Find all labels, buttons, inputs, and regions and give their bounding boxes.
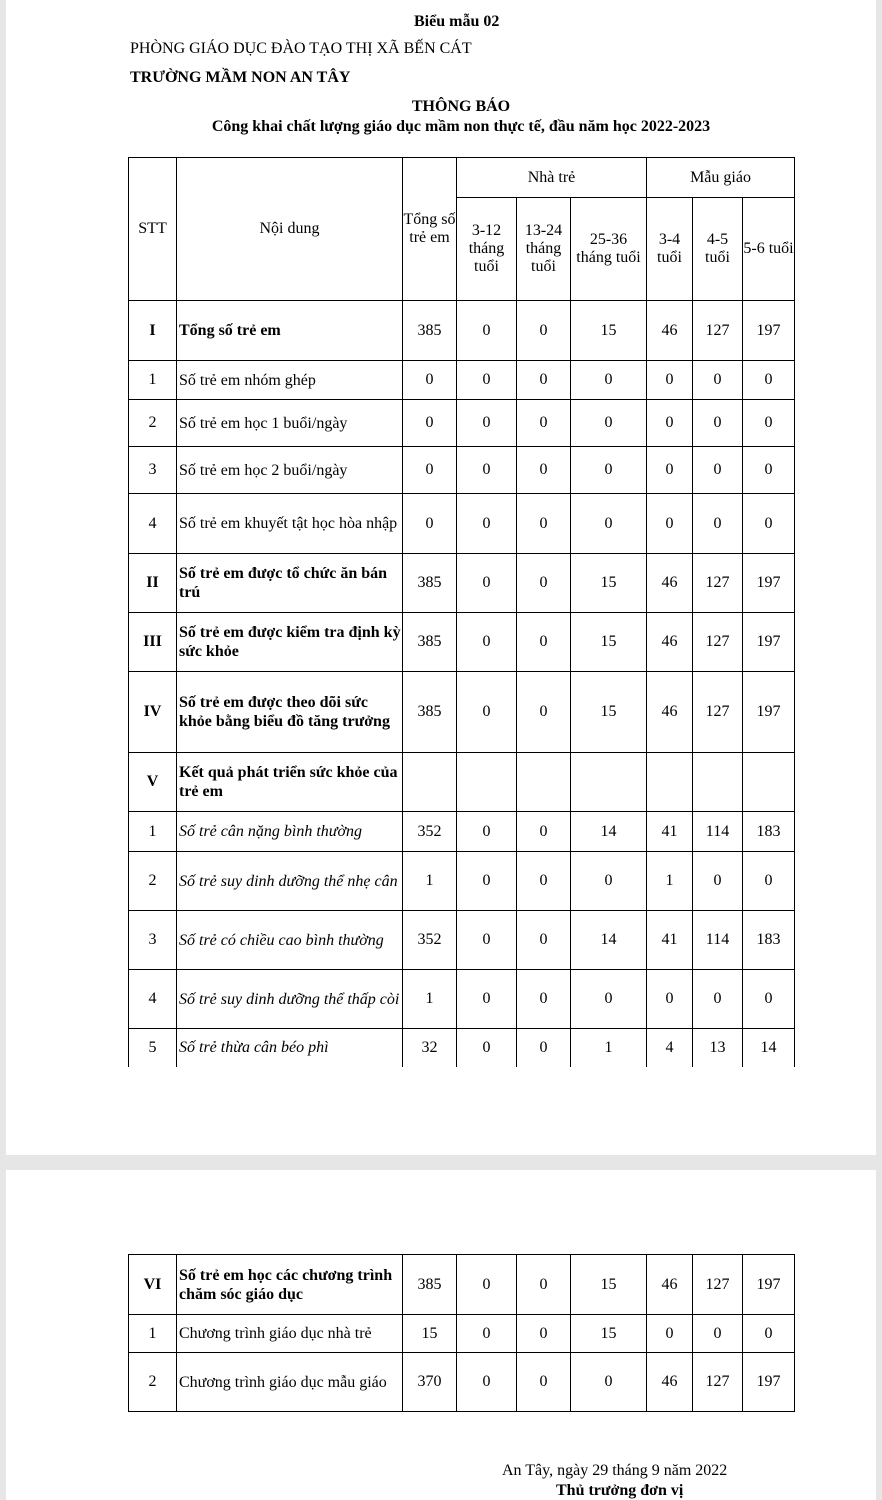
header-total: Tổng số trẻ em	[403, 158, 457, 301]
row-age-value: 15	[571, 301, 647, 361]
row-stt: V	[129, 753, 177, 812]
row-stt: VI	[129, 1255, 177, 1315]
row-total-value: 1	[403, 970, 457, 1029]
row-total-value: 0	[403, 400, 457, 447]
row-total-value: 385	[403, 1255, 457, 1315]
row-age-value: 4	[647, 1029, 693, 1067]
row-age-value: 0	[693, 361, 743, 400]
row-content: Số trẻ cân nặng bình thường	[177, 812, 403, 852]
row-stt: 3	[129, 911, 177, 970]
document-page-2	[6, 1170, 876, 1500]
row-age-value: 1	[647, 852, 693, 911]
row-age-value: 0	[571, 852, 647, 911]
header-content: Nội dung	[177, 158, 403, 301]
row-age-value: 13	[693, 1029, 743, 1067]
row-age-value	[647, 753, 693, 812]
row-content: Số trẻ em được tổ chức ăn bán trú	[177, 554, 403, 613]
row-total-value: 32	[403, 1029, 457, 1067]
row-age-value: 0	[693, 970, 743, 1029]
row-age-value: 0	[693, 494, 743, 554]
row-content: Số trẻ em được theo dõi sức khỏe bằng biểu đồ tăng trưởng	[177, 672, 403, 753]
row-total-value: 385	[403, 554, 457, 613]
row-stt: 2	[129, 852, 177, 911]
row-total-value: 0	[403, 494, 457, 554]
row-age-value: 0	[457, 613, 517, 672]
row-age-value: 197	[743, 1255, 795, 1315]
row-age-value: 0	[457, 970, 517, 1029]
row-age-value: 0	[743, 361, 795, 400]
row-stt: 1	[129, 1315, 177, 1353]
table-row	[129, 613, 795, 672]
table-row	[129, 447, 795, 494]
row-total-value: 15	[403, 1315, 457, 1353]
row-total-value: 0	[403, 361, 457, 400]
row-age-value: 0	[457, 554, 517, 613]
table-row	[129, 852, 795, 911]
row-age-value: 127	[693, 613, 743, 672]
row-age-value: 0	[571, 494, 647, 554]
row-content: Kết quả phát triển sức khỏe của trẻ em	[177, 753, 403, 812]
row-age-value: 0	[743, 400, 795, 447]
row-content: Số trẻ suy dinh dưỡng thể nhẹ cân	[177, 852, 403, 911]
row-age-value: 41	[647, 911, 693, 970]
row-age-value: 46	[647, 1255, 693, 1315]
report-table	[128, 157, 795, 1067]
row-age-value: 46	[647, 301, 693, 361]
row-total-value: 385	[403, 613, 457, 672]
row-stt: 3	[129, 447, 177, 494]
row-age-value: 0	[457, 1255, 517, 1315]
row-stt: 4	[129, 494, 177, 554]
row-age-value: 0	[647, 494, 693, 554]
header-group-nursery: Nhà trẻ	[457, 158, 647, 198]
row-age-value: 46	[647, 1353, 693, 1412]
row-content: Số trẻ em nhóm ghép	[177, 361, 403, 400]
row-age-value: 127	[693, 1353, 743, 1412]
row-age-value	[571, 753, 647, 812]
row-age-value: 15	[571, 672, 647, 753]
row-stt: IV	[129, 672, 177, 753]
row-age-value: 0	[571, 361, 647, 400]
row-stt: II	[129, 554, 177, 613]
row-age-value: 0	[517, 361, 571, 400]
department-name: PHÒNG GIÁO DỤC ĐÀO TẠO THỊ XÃ BẾN CÁT	[130, 40, 472, 57]
table-row	[129, 361, 795, 400]
row-content: Chương trình giáo dục nhà trẻ	[177, 1315, 403, 1353]
row-age-value: 0	[743, 494, 795, 554]
row-age-value: 0	[517, 494, 571, 554]
row-age-value: 127	[693, 554, 743, 613]
row-age-value: 0	[647, 400, 693, 447]
table-row	[129, 301, 795, 361]
row-age-value: 114	[693, 812, 743, 852]
row-age-value: 0	[457, 1029, 517, 1067]
table-row	[129, 400, 795, 447]
footer-signer: Thủ trưởng đơn vị	[556, 1482, 684, 1499]
header-age-col: 13-24 tháng tuổi	[517, 198, 571, 301]
notice-subtitle: Công khai chất lượng giáo dục mầm non thực tế, đầu năm học 2022-2023	[211, 118, 711, 135]
table-row	[129, 1029, 795, 1067]
row-age-value: 0	[743, 852, 795, 911]
row-age-value: 15	[571, 1255, 647, 1315]
row-stt: 5	[129, 1029, 177, 1067]
row-content: Số trẻ em khuyết tật học hòa nhập	[177, 494, 403, 554]
row-age-value: 0	[743, 1315, 795, 1353]
row-age-value: 197	[743, 554, 795, 613]
row-age-value: 46	[647, 672, 693, 753]
row-age-value: 0	[647, 447, 693, 494]
school-name: TRƯỜNG MẦM NON AN TÂY	[130, 69, 351, 86]
row-total-value: 385	[403, 672, 457, 753]
row-age-value: 14	[571, 812, 647, 852]
row-age-value: 46	[647, 613, 693, 672]
row-age-value: 197	[743, 672, 795, 753]
row-age-value: 0	[457, 672, 517, 753]
row-content: Số trẻ thừa cân béo phì	[177, 1029, 403, 1067]
row-age-value: 41	[647, 812, 693, 852]
row-age-value: 0	[517, 852, 571, 911]
row-stt: 2	[129, 400, 177, 447]
row-age-value: 0	[743, 447, 795, 494]
row-content: Tổng số trẻ em	[177, 301, 403, 361]
row-age-value: 1	[571, 1029, 647, 1067]
header-age-col: 5-6 tuổi	[743, 198, 795, 301]
row-age-value: 0	[457, 852, 517, 911]
row-age-value	[517, 753, 571, 812]
row-age-value: 15	[571, 613, 647, 672]
row-age-value: 127	[693, 1255, 743, 1315]
table-row	[129, 494, 795, 554]
table-row	[129, 812, 795, 852]
row-total-value: 1	[403, 852, 457, 911]
row-age-value: 0	[517, 1353, 571, 1412]
row-stt: 2	[129, 1353, 177, 1412]
row-stt: 1	[129, 361, 177, 400]
row-age-value: 197	[743, 1353, 795, 1412]
row-total-value: 352	[403, 911, 457, 970]
row-age-value: 0	[693, 400, 743, 447]
document-page-1	[6, 0, 876, 1155]
row-age-value: 0	[517, 1315, 571, 1353]
row-content: Số trẻ em học 1 buổi/ngày	[177, 400, 403, 447]
row-content: Số trẻ suy dinh dưỡng thể thấp còi	[177, 970, 403, 1029]
row-age-value: 0	[517, 613, 571, 672]
table-row	[129, 554, 795, 613]
row-age-value: 0	[517, 1255, 571, 1315]
row-age-value: 0	[517, 554, 571, 613]
row-age-value: 0	[571, 447, 647, 494]
row-age-value: 0	[457, 361, 517, 400]
row-age-value: 0	[647, 970, 693, 1029]
row-stt: I	[129, 301, 177, 361]
footer-date: An Tây, ngày 29 tháng 9 năm 2022	[502, 1462, 728, 1479]
row-age-value: 0	[457, 812, 517, 852]
header-age-col: 3-12 tháng tuổi	[457, 198, 517, 301]
row-stt: III	[129, 613, 177, 672]
row-age-value: 114	[693, 911, 743, 970]
row-age-value: 0	[517, 812, 571, 852]
table-body-page-1	[129, 301, 795, 1067]
form-label: Biểu mẫu 02	[414, 13, 500, 30]
row-age-value: 0	[457, 1353, 517, 1412]
row-age-value: 0	[457, 911, 517, 970]
row-age-value: 0	[517, 301, 571, 361]
row-age-value: 15	[571, 1315, 647, 1353]
row-total-value: 0	[403, 447, 457, 494]
row-age-value: 0	[517, 911, 571, 970]
header-group-kindergarten: Mẫu giáo	[647, 158, 795, 198]
report-table-continued	[128, 1254, 795, 1412]
row-age-value: 0	[517, 672, 571, 753]
table-row	[129, 1255, 795, 1315]
row-age-value: 127	[693, 301, 743, 361]
header-stt: STT	[129, 158, 177, 301]
row-age-value: 127	[693, 672, 743, 753]
row-age-value: 0	[693, 447, 743, 494]
row-age-value: 0	[743, 970, 795, 1029]
row-total-value	[403, 753, 457, 812]
row-stt: 1	[129, 812, 177, 852]
notice-title: THÔNG BÁO	[411, 98, 511, 115]
table-row	[129, 911, 795, 970]
row-stt: 4	[129, 970, 177, 1029]
row-age-value: 0	[693, 852, 743, 911]
row-age-value: 14	[571, 911, 647, 970]
row-age-value: 0	[647, 361, 693, 400]
table-row	[129, 672, 795, 753]
table-row	[129, 1315, 795, 1353]
row-age-value: 0	[517, 970, 571, 1029]
row-content: Số trẻ có chiều cao bình thường	[177, 911, 403, 970]
row-total-value: 385	[403, 301, 457, 361]
table-row	[129, 753, 795, 812]
header-age-col: 4-5 tuổi	[693, 198, 743, 301]
row-content: Số trẻ em học 2 buổi/ngày	[177, 447, 403, 494]
row-age-value: 197	[743, 301, 795, 361]
row-age-value: 0	[457, 447, 517, 494]
header-age-col: 25-36 tháng tuổi	[571, 198, 647, 301]
row-age-value: 0	[457, 400, 517, 447]
row-total-value: 370	[403, 1353, 457, 1412]
row-age-value: 183	[743, 812, 795, 852]
row-age-value: 0	[517, 1029, 571, 1067]
row-age-value: 46	[647, 554, 693, 613]
row-total-value: 352	[403, 812, 457, 852]
table-row	[129, 1353, 795, 1412]
row-age-value: 0	[647, 1315, 693, 1353]
row-age-value	[743, 753, 795, 812]
row-age-value: 14	[743, 1029, 795, 1067]
row-age-value: 0	[693, 1315, 743, 1353]
table-row	[129, 970, 795, 1029]
header-age-col: 3-4 tuổi	[647, 198, 693, 301]
row-age-value: 0	[457, 301, 517, 361]
row-age-value: 183	[743, 911, 795, 970]
row-age-value: 0	[457, 1315, 517, 1353]
table-body-page-2	[129, 1255, 795, 1412]
row-content: Số trẻ em được kiểm tra định kỳ sức khỏe	[177, 613, 403, 672]
row-age-value: 0	[571, 1353, 647, 1412]
row-age-value: 0	[517, 447, 571, 494]
row-age-value: 0	[571, 970, 647, 1029]
row-age-value: 197	[743, 613, 795, 672]
row-age-value	[457, 753, 517, 812]
row-age-value: 0	[457, 494, 517, 554]
row-age-value: 0	[517, 400, 571, 447]
row-content: Số trẻ em học các chương trình chăm sóc giáo dục	[177, 1255, 403, 1315]
row-age-value: 15	[571, 554, 647, 613]
row-content: Chương trình giáo dục mẫu giáo	[177, 1353, 403, 1412]
row-age-value: 0	[571, 400, 647, 447]
row-age-value	[693, 753, 743, 812]
